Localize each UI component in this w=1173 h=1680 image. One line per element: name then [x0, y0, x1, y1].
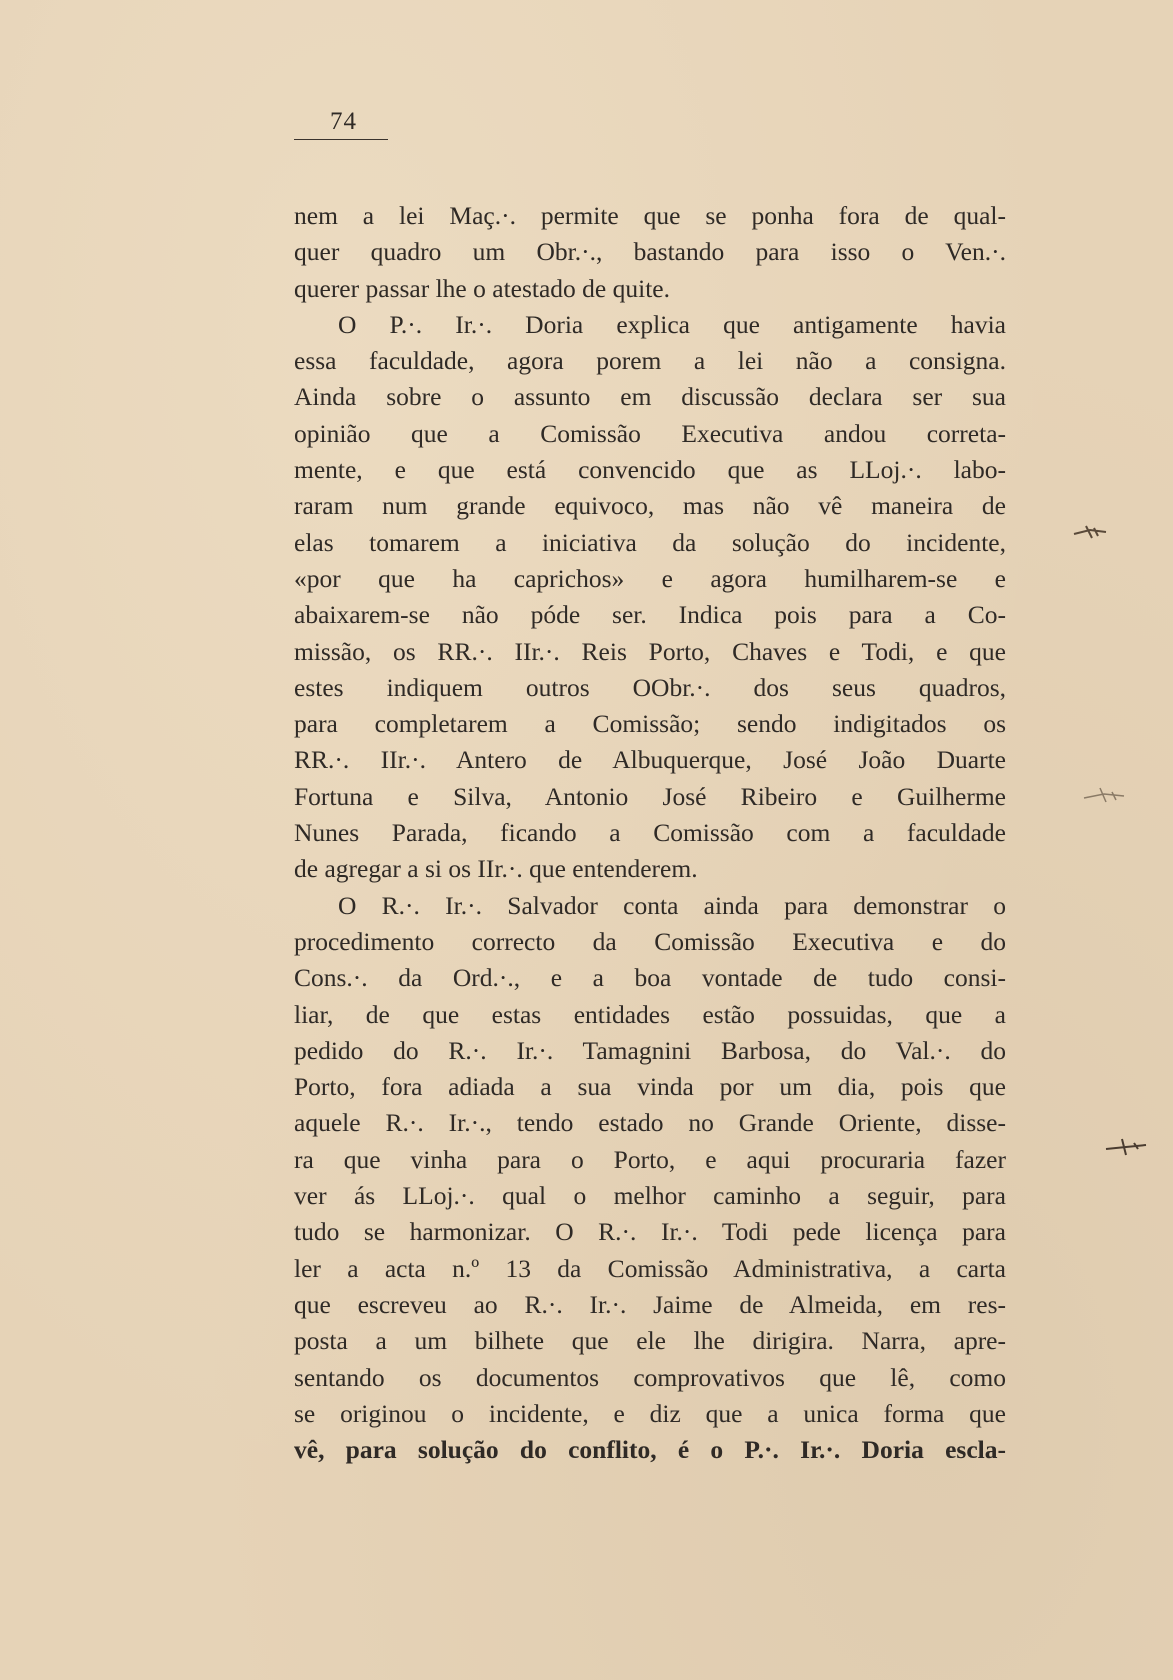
text-line: «por que ha caprichos» e agora humilharem-se e	[294, 563, 1006, 593]
text-line: que escreveu ao R.·. Ir.·. Jaime de Almeida, em res-	[294, 1289, 1006, 1319]
text-line: para completarem a Comissão; sendo indigitados os	[294, 709, 1006, 739]
text-line: O R.·. Ir.·. Salvador conta ainda para demonstrar o	[338, 890, 1006, 920]
text-line: tudo se harmonizar. O R.·. Ir.·. Todi pede licença para	[294, 1217, 1006, 1247]
text-line: Nunes Parada, ficando a Comissão com a faculdade	[294, 818, 1006, 848]
text-line: ra que vinha para o Porto, e aqui procuraria fazer	[294, 1144, 1006, 1174]
text-line: vê, para solução do conflito, é o P.·. Ir.·. Doria escla-	[294, 1435, 1006, 1465]
text-line: Porto, fora adiada a sua vinda por um dia, pois que	[294, 1072, 1006, 1102]
text-line: abaixarem-se não póde ser. Indica pois para a Co-	[294, 600, 1006, 630]
margin-mark-1	[1072, 520, 1110, 544]
text-line: nem a lei Maç.·. permite que se ponha fora de qual-	[294, 201, 1006, 230]
text-line: missão, os RR.·. IIr.·. Reis Porto, Chaves e Todi, e que	[294, 636, 1006, 666]
text-line: essa faculdade, agora porem a lei não a consigna.	[294, 346, 1006, 376]
text-line: ler a acta n.º 13 da Comissão Administrativa, a carta	[294, 1253, 1006, 1283]
text-line: pedido do R.·. Ir.·. Tamagnini Barbosa, do Val.·. do	[294, 1035, 1006, 1065]
text-line: se originou o incidente, e diz que a unica forma que	[294, 1398, 1006, 1428]
text-line: ver ás LLoj.·. qual o melhor caminho a seguir, para	[294, 1181, 1006, 1211]
body-text	[294, 198, 1006, 1468]
text-line: RR.·. IIr.·. Antero de Albuquerque, José João Duarte	[294, 745, 1006, 775]
text-line: de agregar a si os IIr.·. que entenderem.	[294, 854, 698, 884]
text-line: sentando os documentos comprovativos que lê, como	[294, 1362, 1006, 1392]
text-line: mente, e que está convencido que as LLoj.·. labo-	[294, 455, 1006, 485]
text-line: Cons.·. da Ord.·., e a boa vontade de tudo consi-	[294, 963, 1006, 993]
text-line: opinião que a Comissão Executiva andou correta-	[294, 418, 1006, 448]
text-line: querer passar lhe o atestado de quite.	[294, 273, 670, 303]
text-line: estes indiquem outros OObr.·. dos seus quadros,	[294, 672, 1006, 702]
page-number-rule	[294, 139, 388, 140]
text-line: elas tomarem a iniciativa da solução do incidente,	[294, 527, 1006, 557]
page-number: 74	[330, 108, 357, 135]
text-line: posta a um bilhete que ele lhe dirigira. Narra, apre-	[294, 1326, 1006, 1356]
margin-mark-2	[1080, 780, 1130, 810]
text-line: procedimento correcto da Comissão Executiva e do	[294, 926, 1006, 956]
text-line: Ainda sobre o assunto em discussão declara ser sua	[294, 382, 1006, 412]
text-line: raram num grande equivoco, mas não vê maneira de	[294, 491, 1006, 521]
text-line: Fortuna e Silva, Antonio José Ribeiro e Guilherme	[294, 781, 1006, 811]
text-line: O P.·. Ir.·. Doria explica que antigamente havia	[338, 309, 1006, 339]
text-line: quer quadro um Obr.·., bastando para isso o Ven.·.	[294, 237, 1006, 267]
text-line: aquele R.·. Ir.·., tendo estado no Grande Oriente, disse-	[294, 1108, 1006, 1138]
margin-mark-3	[1104, 1135, 1150, 1161]
text-line: liar, de que estas entidades estão possuidas, que a	[294, 999, 1006, 1029]
